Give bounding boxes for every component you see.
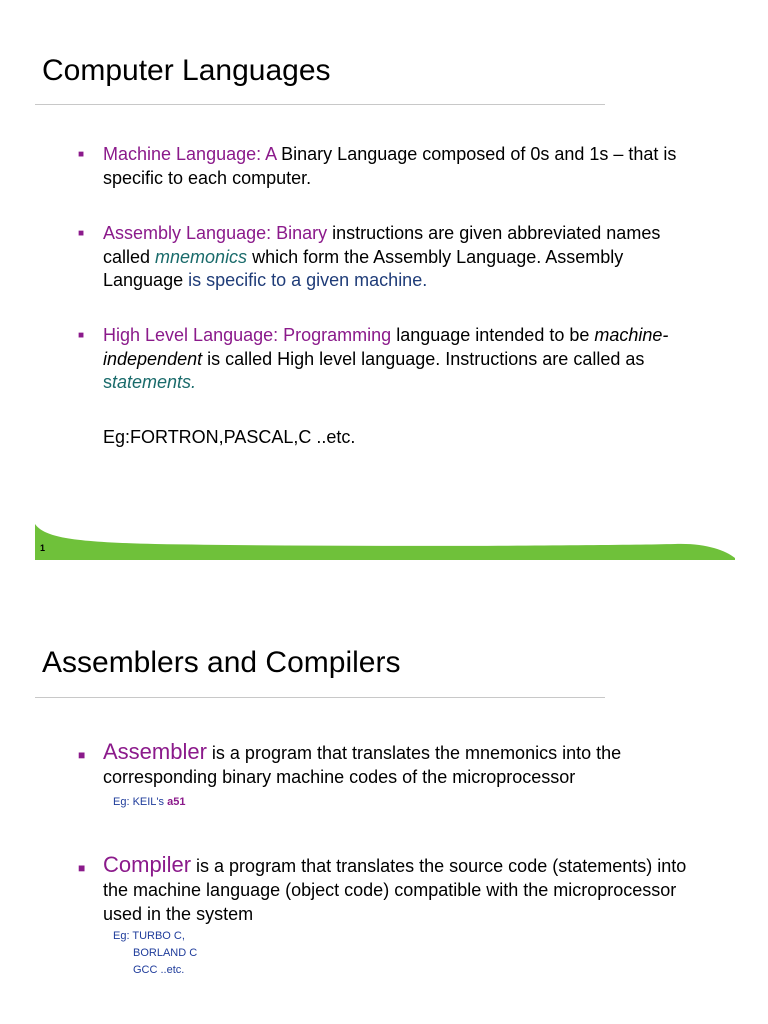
bullet-square-icon: ■ xyxy=(78,861,86,875)
page-number: 1 xyxy=(40,543,46,553)
slide-title: Assemblers and Compilers xyxy=(42,646,401,679)
item-emphasis: mnemonics xyxy=(155,246,248,267)
item-text: Binary Language composed of 0s and 1s – that is specific to each computer. xyxy=(103,144,677,188)
compiler-item xyxy=(103,853,693,926)
item-text: instructions are given abbreviated names called xyxy=(103,223,661,267)
slide-2 xyxy=(0,600,768,1024)
assembler-item xyxy=(103,740,693,789)
compiler-example-line: BORLAND C xyxy=(133,947,198,959)
item-text: is a program that translates the mnemonics into the corresponding binary machine codes of the microprocessor xyxy=(103,743,622,787)
compiler-example-line: Eg: TURBO C, xyxy=(113,930,185,942)
item-tail: is specific to a given machine. xyxy=(188,270,428,290)
bullet-square-icon: ■ xyxy=(78,330,85,341)
item-tail-plain: s xyxy=(103,372,112,392)
slide-title: Computer Languages xyxy=(42,54,331,87)
item-lead: Machine Language: A xyxy=(103,144,277,164)
item-term: Compiler xyxy=(103,852,192,877)
bullet-square-icon: ■ xyxy=(78,748,86,762)
bullet-square-icon: ■ xyxy=(78,149,85,160)
assembler-example xyxy=(113,794,185,811)
assembly-language-item xyxy=(103,222,693,293)
machine-language-item xyxy=(103,143,693,190)
item-text: which form the Assembly Language. Assembly Language xyxy=(103,246,624,290)
bullet-square-icon: ■ xyxy=(78,228,85,239)
title-divider xyxy=(35,104,605,105)
item-emphasis: machine-independent xyxy=(103,325,669,369)
item-text: is called High level language. Instructions are called as xyxy=(202,348,645,369)
item-lead: High Level Language: Programming xyxy=(103,325,392,345)
title-divider xyxy=(35,697,605,698)
item-term: Assembler xyxy=(103,739,207,764)
item-text: language intended to be xyxy=(391,325,595,345)
compiler-example-line: GCC ..etc. xyxy=(133,964,185,976)
item-tail-emphasis: tatements. xyxy=(112,372,197,392)
languages-example: Eg:FORTRON,PASCAL,C ..etc. xyxy=(103,427,356,447)
item-lead: Assembly Language: Binary xyxy=(103,223,328,243)
item-text: is a program that translates the source code (statements) into the machine language (object code) compatible with the microprocessor used in the system xyxy=(103,856,687,924)
example-prefix: Eg: KEIL's xyxy=(113,796,168,808)
footer-wave-decoration xyxy=(35,520,735,560)
high-level-language-item xyxy=(103,324,693,395)
example-bold: a51 xyxy=(167,796,186,808)
